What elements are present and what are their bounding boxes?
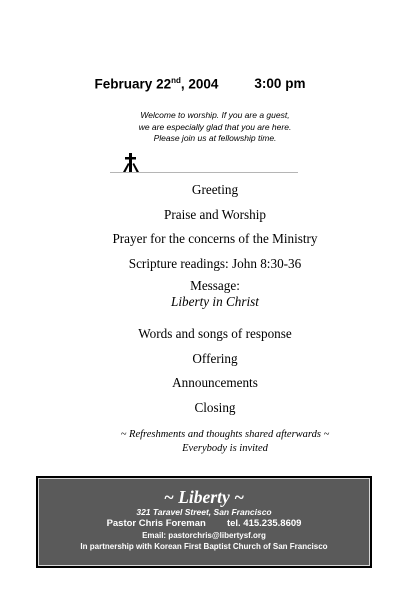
service-time: 3:00 pm (254, 76, 306, 91)
cross-icon (120, 152, 142, 172)
service-header (0, 76, 400, 92)
program-item-prayer: Prayer for the concerns of the Ministry (112, 231, 318, 246)
program-item-response: Words and songs of response (138, 326, 292, 341)
service-date: February 22nd, 2004 (94, 76, 219, 92)
pastor-name: Pastor Chris Foreman (106, 518, 206, 529)
program-item-praise: Praise and Worship (164, 206, 266, 222)
partnership-note: In partnership with Korean First Baptist Church of San Francisco (80, 542, 328, 551)
phone-number: tel. 415.235.8609 (226, 518, 302, 529)
church-address: 321 Taravel Street, San Francisco (136, 507, 272, 517)
welcome-message: Welcome to worship. If you are a guest, we are especially glad that you are here. Please join us at fellowship time. (138, 110, 292, 143)
program-item-offering: Offering (192, 350, 238, 366)
program-item-message (0, 278, 400, 324)
email-address: Email: pastorchris@libertysf.org (142, 531, 266, 540)
message-label: Message: (190, 278, 240, 293)
message-title: Liberty in Christ (171, 294, 259, 309)
program-item-scripture: Scripture readings: John 8:30-36 (128, 255, 302, 271)
program-item-greeting: Greeting (191, 182, 239, 197)
order-of-service (0, 180, 400, 422)
church-info-banner (36, 476, 372, 568)
church-info-panel (38, 478, 370, 566)
pastor-contact (39, 518, 369, 530)
church-name: ~ Liberty ~ (163, 487, 245, 507)
divider-line (110, 172, 298, 173)
program-item-announcements: Announcements (172, 375, 258, 390)
refreshments-note: ~ Refreshments and thoughts shared afterwards ~ Everybody is invited (120, 429, 330, 454)
program-item-closing: Closing (194, 399, 236, 415)
